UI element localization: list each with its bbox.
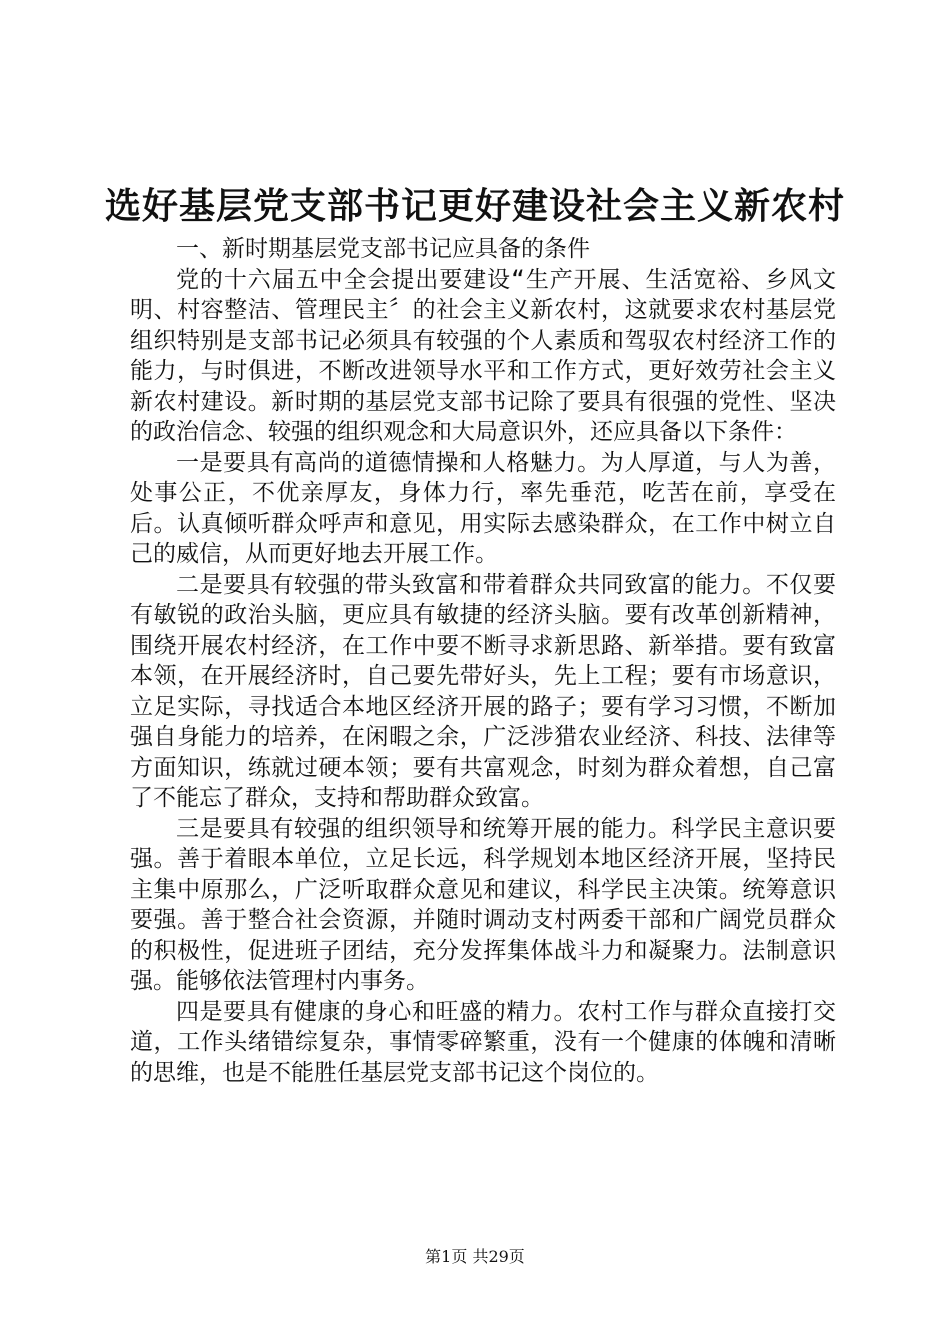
document-body [130,234,836,1088]
paragraph: 二是要具有较强的带头致富和带着群众共同致富的能力。不仅要有敏锐的政治头脑，更应具有敏捷的经济头脑。要有改革创新精神，围绕开展农村经济，在工作中要不断寻求新思路、新举措。要有致富本领，在开展经济时，自己要先带好头，先上工程；要有市场意识，立足实际，寻找适合本地区经济开展的路子；要有学习习惯，不断加强自身能力的培养，在闲暇之余，广泛涉猎农业经济、科技、法律等方面知识，练就过硬本领；要有共富观念，时刻为群众着想，自己富了不能忘了群众，支持和帮助群众致富。 [130,571,836,811]
paragraph: 一是要具有高尚的道德情操和人格魅力。为人厚道，与人为善，处事公正，不优亲厚友，身体力行，率先垂范，吃苦在前，享受在后。认真倾听群众呼声和意见，用实际去感染群众，在工作中树立自己的威信，从而更好地去开展工作。 [130,449,836,567]
document-title: 选好基层党支部书记更好建设社会主义新农村 [104,185,845,227]
paragraph: 党的十六届五中全会提出要建设“生产开展、生活宽裕、乡风文明、村容整洁、管理民主〞的社会主义新农村，这就要求农村基层党组织特别是支部书记必须具有较强的个人素质和驾驭农村经济工作的能力，与时俱进，不断改进领导水平和工作方式，更好效劳社会主义新农村建设。新时期的基层党支部书记除了要具有很强的党性、坚决的政治信念、较强的组织观念和大局意识外，还应具备以下条件： [130,266,836,445]
section-heading: 一、新时期基层党支部书记应具备的条件 [176,236,590,262]
paragraph: 三是要具有较强的组织领导和统筹开展的能力。科学民主意识要强。善于着眼本单位，立足长远，科学规划本地区经济开展，坚持民主集中原那么，广泛听取群众意见和建议，科学民主决策。统筹意识要强。善于整合社会资源，并随时调动支村两委干部和广阔党员群众的积极性，促进班子团结，充分发挥集体战斗力和凝聚力。法制意识强。能够依法管理村内事务。 [130,815,836,994]
page-number: 第1页 共29页 [425,1247,525,1266]
paragraph: 四是要具有健康的身心和旺盛的精力。农村工作与群众直接打交道，工作头绪错综复杂，事情零碎繁重，没有一个健康的体魄和清晰的思维，也是不能胜任基层党支部书记这个岗位的。 [130,998,836,1086]
